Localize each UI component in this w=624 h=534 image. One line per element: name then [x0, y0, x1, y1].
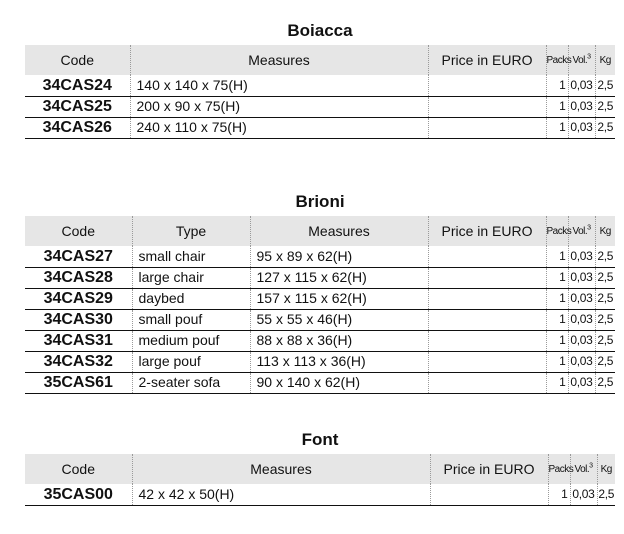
cell-type: small chair: [132, 246, 250, 267]
cell-packs: 1: [546, 267, 568, 288]
table-row: [25, 96, 615, 117]
brioni-body: [25, 246, 615, 393]
cell-price: [428, 96, 546, 117]
section-title: Font: [301, 430, 339, 449]
cell-vol: 0,03: [568, 75, 595, 96]
cell-packs: 1: [546, 246, 568, 267]
cell-code: 34CAS30: [43, 311, 113, 328]
font-section: [25, 429, 615, 506]
cell-measures: 200 x 90 x 75(H): [130, 96, 428, 117]
cell-packs: 1: [548, 484, 570, 505]
header-kg: Kg: [595, 216, 615, 246]
cell-measures: 240 x 110 x 75(H): [130, 117, 428, 138]
cell-vol: 0,03: [568, 372, 595, 393]
cell-kg: 2,5: [595, 288, 615, 309]
header-code: Code: [61, 223, 95, 239]
cell-code: 34CAS26: [42, 119, 112, 136]
cell-type: medium pouf: [132, 330, 250, 351]
cell-price: [428, 372, 546, 393]
cell-type: daybed: [132, 288, 250, 309]
header-type: Type: [132, 216, 250, 246]
cell-measures: 127 x 115 x 62(H): [250, 267, 428, 288]
table-row: [25, 372, 615, 393]
cell-price: [428, 75, 546, 96]
font-body: [25, 484, 615, 505]
cell-packs: 1: [546, 288, 568, 309]
cell-vol: 0,03: [568, 117, 595, 138]
cell-measures: 55 x 55 x 46(H): [250, 309, 428, 330]
font-table: [25, 454, 615, 506]
cell-kg: 2,5: [595, 330, 615, 351]
cell-price: [428, 267, 546, 288]
header-measures: Measures: [250, 216, 428, 246]
table-header-row: [25, 216, 615, 246]
cell-vol: 0,03: [568, 246, 595, 267]
cell-kg: 2,5: [595, 309, 615, 330]
cell-vol: 0,03: [568, 288, 595, 309]
cell-packs: 1: [546, 96, 568, 117]
table-row: [25, 351, 615, 372]
header-vol: Vol.$^3$: [568, 216, 595, 246]
header-price: Price in EURO: [430, 454, 548, 484]
boiacca-body: [25, 75, 615, 138]
table-row: [25, 309, 615, 330]
cell-code: 34CAS31: [43, 332, 113, 349]
table-row: [25, 330, 615, 351]
cell-price: [428, 288, 546, 309]
table-row: [25, 246, 615, 267]
cell-price: [428, 309, 546, 330]
cell-packs: 1: [546, 309, 568, 330]
cell-code: 35CAS00: [43, 485, 113, 503]
header-kg: Kg: [597, 454, 615, 484]
boiacca-section: [25, 20, 615, 139]
cell-type: small pouf: [132, 309, 250, 330]
cell-code: 35CAS61: [43, 374, 113, 391]
cell-packs: 1: [546, 117, 568, 138]
cell-kg: 2,5: [595, 96, 615, 117]
table-row: [25, 75, 615, 96]
cell-kg: 2,5: [597, 484, 615, 505]
cell-kg: 2,5: [595, 267, 615, 288]
header-packs: Packs: [546, 45, 568, 75]
brioni-table: [25, 216, 615, 394]
cell-code: 34CAS27: [43, 247, 113, 265]
table-header-row: [25, 45, 615, 75]
header-vol: Vol.$^3$: [570, 454, 597, 484]
cell-measures: 140 x 140 x 75(H): [130, 75, 428, 96]
cell-kg: 2,5: [595, 117, 615, 138]
section-title: Brioni: [295, 192, 345, 211]
header-vol: Vol.$^3$: [568, 45, 595, 75]
table-row: [25, 117, 615, 138]
header-measures: Measures: [130, 45, 428, 75]
cell-type: large pouf: [132, 351, 250, 372]
cell-packs: 1: [546, 330, 568, 351]
cell-kg: 2,5: [595, 246, 615, 267]
cell-code: 34CAS29: [43, 290, 113, 307]
cell-code: 34CAS28: [43, 269, 113, 286]
cell-vol: 0,03: [568, 96, 595, 117]
cell-type: 2-seater sofa: [132, 372, 250, 393]
cell-vol: 0,03: [568, 330, 595, 351]
cell-packs: 1: [546, 351, 568, 372]
cell-measures: 157 x 115 x 62(H): [250, 288, 428, 309]
header-packs: Packs: [546, 216, 568, 246]
table-row: [25, 288, 615, 309]
cell-type: large chair: [132, 267, 250, 288]
cell-vol: 0,03: [568, 267, 595, 288]
cell-kg: 2,5: [595, 351, 615, 372]
cell-measures: 88 x 88 x 36(H): [250, 330, 428, 351]
cell-kg: 2,5: [595, 372, 615, 393]
header-packs: Packs: [548, 454, 570, 484]
cell-code: 34CAS32: [43, 353, 113, 370]
cell-vol: 0,03: [568, 309, 595, 330]
cell-price: [428, 351, 546, 372]
header-measures: Measures: [132, 454, 430, 484]
cell-code: 34CAS24: [42, 76, 112, 94]
boiacca-table: [25, 45, 615, 139]
cell-measures: 42 x 42 x 50(H): [132, 484, 430, 505]
cell-price: [428, 330, 546, 351]
cell-measures: 90 x 140 x 62(H): [250, 372, 428, 393]
header-kg: Kg: [595, 45, 615, 75]
cell-vol: 0,03: [568, 351, 595, 372]
section-title: Boiacca: [287, 21, 353, 40]
cell-measures: 113 x 113 x 36(H): [250, 351, 428, 372]
table-row: [25, 267, 615, 288]
brioni-section: [25, 191, 615, 394]
cell-code: 34CAS25: [42, 98, 112, 115]
table-header-row: [25, 454, 615, 484]
cell-kg: 2,5: [595, 75, 615, 96]
cell-price: [428, 117, 546, 138]
cell-measures: 95 x 89 x 62(H): [250, 246, 428, 267]
cell-price: [428, 246, 546, 267]
cell-packs: 1: [546, 75, 568, 96]
header-code: Code: [60, 52, 94, 68]
header-price: Price in EURO: [428, 45, 546, 75]
header-code: Code: [61, 461, 95, 477]
cell-price: [430, 484, 548, 505]
cell-packs: 1: [546, 372, 568, 393]
cell-vol: 0,03: [570, 484, 597, 505]
table-row: [25, 484, 615, 505]
header-price: Price in EURO: [428, 216, 546, 246]
